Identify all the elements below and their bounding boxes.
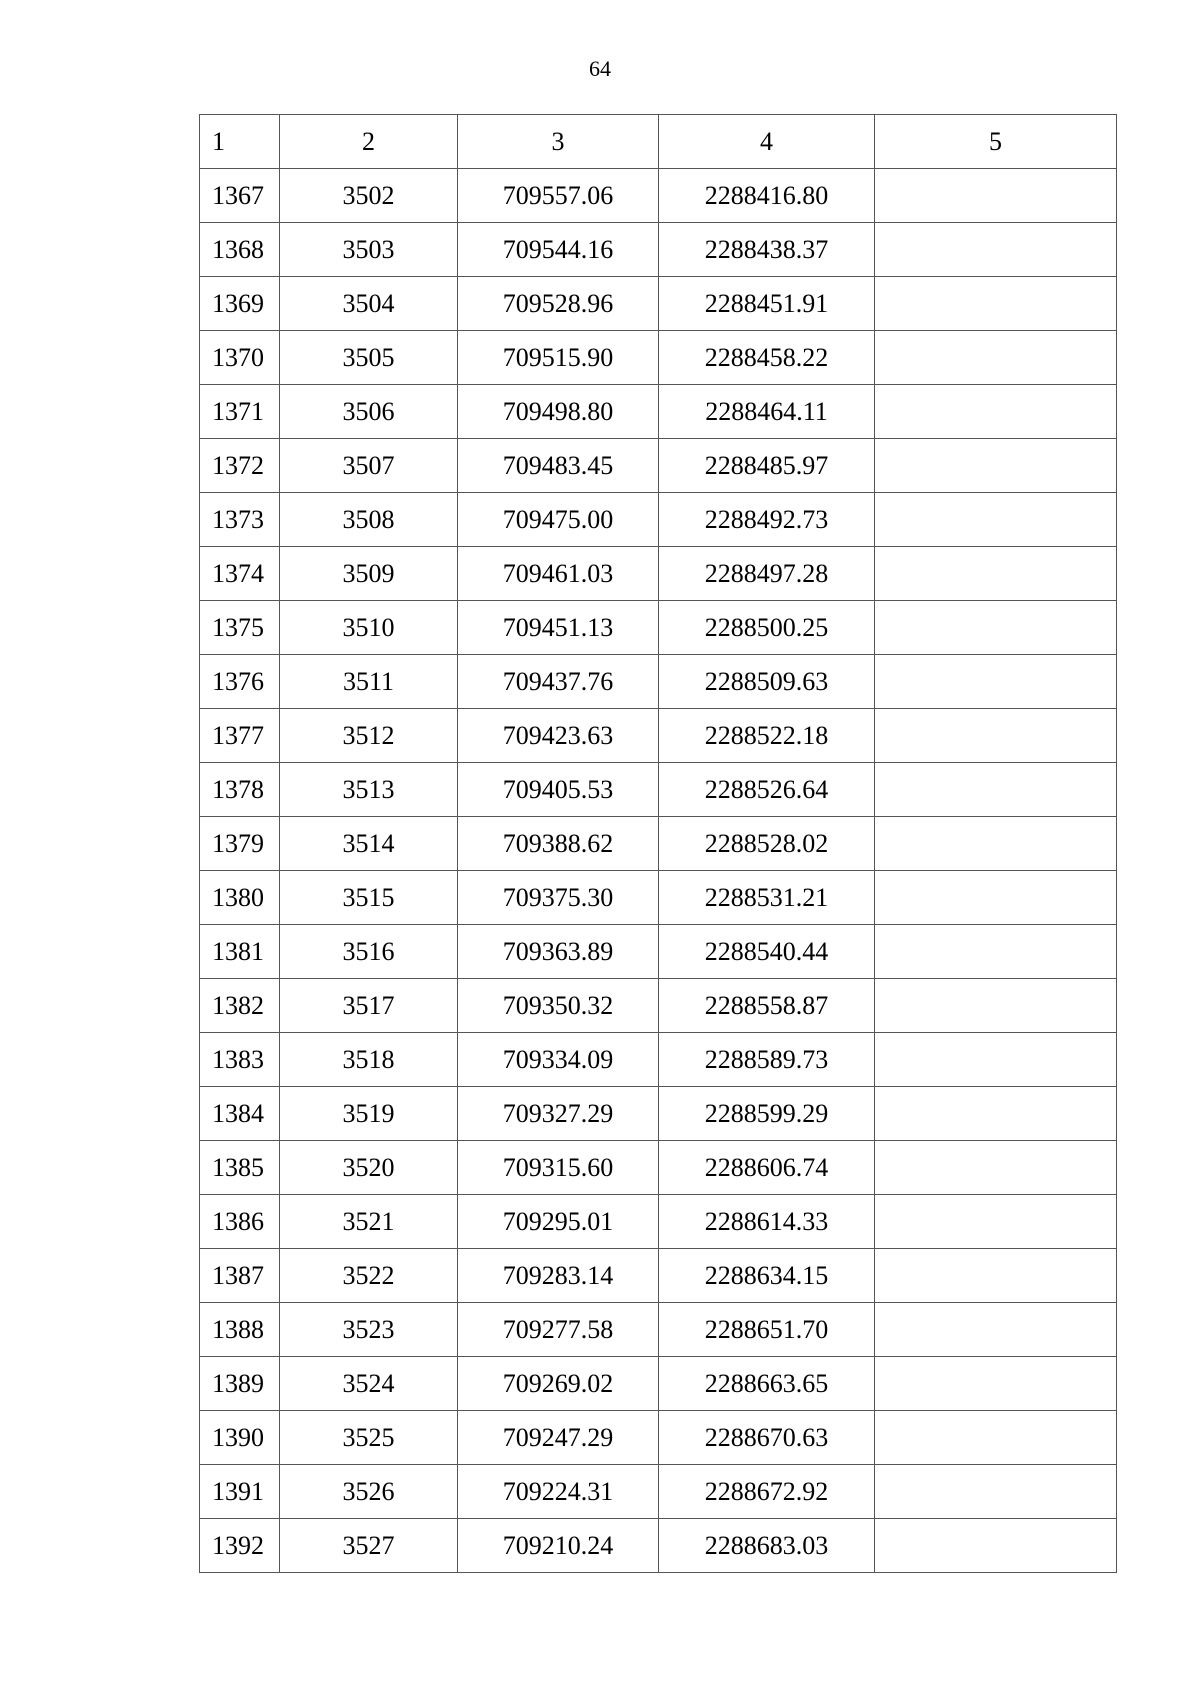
- table-cell-col-4: 2288589.73: [659, 1033, 875, 1087]
- table-cell-col-5: [875, 223, 1117, 277]
- table-cell-col-1: 1368: [200, 223, 280, 277]
- column-header-5: 5: [875, 115, 1117, 169]
- table-cell-col-1: 1389: [200, 1357, 280, 1411]
- table-cell-col-5: [875, 1519, 1117, 1573]
- table-cell-col-3: 709375.30: [458, 871, 659, 925]
- table-row: [200, 493, 1117, 547]
- table-row: [200, 1195, 1117, 1249]
- table-cell-col-3: 709475.00: [458, 493, 659, 547]
- table-cell-col-5: [875, 439, 1117, 493]
- table-cell-col-2: 3520: [280, 1141, 458, 1195]
- table-cell-col-2: 3519: [280, 1087, 458, 1141]
- table-cell-col-5: [875, 1141, 1117, 1195]
- table-cell-col-1: 1381: [200, 925, 280, 979]
- table-cell-col-4: 2288558.87: [659, 979, 875, 1033]
- table-cell-col-4: 2288458.22: [659, 331, 875, 385]
- table-cell-col-4: 2288614.33: [659, 1195, 875, 1249]
- table-cell-col-5: [875, 925, 1117, 979]
- table-cell-col-2: 3525: [280, 1411, 458, 1465]
- table-cell-col-2: 3506: [280, 385, 458, 439]
- table-cell-col-5: [875, 547, 1117, 601]
- table-cell-col-5: [875, 169, 1117, 223]
- table-cell-col-3: 709327.29: [458, 1087, 659, 1141]
- table-cell-col-4: 2288672.92: [659, 1465, 875, 1519]
- table-cell-col-2: 3527: [280, 1519, 458, 1573]
- table-cell-col-2: 3503: [280, 223, 458, 277]
- table-row: [200, 601, 1117, 655]
- table-cell-col-4: 2288497.28: [659, 547, 875, 601]
- table-cell-col-1: 1375: [200, 601, 280, 655]
- table-row: [200, 1411, 1117, 1465]
- table-cell-col-5: [875, 709, 1117, 763]
- table-cell-col-4: 2288540.44: [659, 925, 875, 979]
- table-cell-col-2: 3509: [280, 547, 458, 601]
- table-cell-col-5: [875, 871, 1117, 925]
- table-row: [200, 979, 1117, 1033]
- table-body: [200, 169, 1117, 1573]
- table-cell-col-2: 3504: [280, 277, 458, 331]
- table-cell-col-5: [875, 655, 1117, 709]
- table-header-row: [200, 115, 1117, 169]
- table-row: [200, 223, 1117, 277]
- table-row: [200, 277, 1117, 331]
- table-cell-col-1: 1392: [200, 1519, 280, 1573]
- table-cell-col-2: 3511: [280, 655, 458, 709]
- table-cell-col-5: [875, 1465, 1117, 1519]
- table-cell-col-3: 709350.32: [458, 979, 659, 1033]
- table-row: [200, 1141, 1117, 1195]
- table-cell-col-2: 3521: [280, 1195, 458, 1249]
- table-cell-col-3: 709544.16: [458, 223, 659, 277]
- table-cell-col-4: 2288438.37: [659, 223, 875, 277]
- table-row: [200, 1033, 1117, 1087]
- table-cell-col-2: 3522: [280, 1249, 458, 1303]
- table-row: [200, 925, 1117, 979]
- table-row: [200, 1249, 1117, 1303]
- table-cell-col-3: 709295.01: [458, 1195, 659, 1249]
- table-cell-col-5: [875, 1357, 1117, 1411]
- table-cell-col-5: [875, 979, 1117, 1033]
- table-cell-col-5: [875, 817, 1117, 871]
- table-cell-col-3: 709557.06: [458, 169, 659, 223]
- table-cell-col-2: 3515: [280, 871, 458, 925]
- table-cell-col-1: 1369: [200, 277, 280, 331]
- table-cell-col-3: 709423.63: [458, 709, 659, 763]
- table-cell-col-4: 2288526.64: [659, 763, 875, 817]
- table-cell-col-5: [875, 277, 1117, 331]
- page-number: 64: [589, 56, 611, 81]
- table-cell-col-3: 709283.14: [458, 1249, 659, 1303]
- table-row: [200, 331, 1117, 385]
- table-cell-col-3: 709515.90: [458, 331, 659, 385]
- table-cell-col-4: 2288651.70: [659, 1303, 875, 1357]
- table-cell-col-1: 1382: [200, 979, 280, 1033]
- table-cell-col-3: 709315.60: [458, 1141, 659, 1195]
- table-cell-col-3: 709247.29: [458, 1411, 659, 1465]
- table-cell-col-4: 2288663.65: [659, 1357, 875, 1411]
- table-cell-col-3: 709277.58: [458, 1303, 659, 1357]
- table-cell-col-1: 1390: [200, 1411, 280, 1465]
- table-row: [200, 763, 1117, 817]
- table-cell-col-5: [875, 1303, 1117, 1357]
- table-cell-col-2: 3502: [280, 169, 458, 223]
- table-cell-col-4: 2288531.21: [659, 871, 875, 925]
- table-cell-col-5: [875, 385, 1117, 439]
- table-cell-col-2: 3514: [280, 817, 458, 871]
- column-header-1: 1: [200, 115, 280, 169]
- table-row: [200, 817, 1117, 871]
- table-cell-col-4: 2288522.18: [659, 709, 875, 763]
- table-row: [200, 1519, 1117, 1573]
- table-cell-col-3: 709437.76: [458, 655, 659, 709]
- table-cell-col-4: 2288528.02: [659, 817, 875, 871]
- table-cell-col-1: 1385: [200, 1141, 280, 1195]
- table-cell-col-3: 709528.96: [458, 277, 659, 331]
- table-cell-col-3: 709334.09: [458, 1033, 659, 1087]
- table-cell-col-1: 1386: [200, 1195, 280, 1249]
- table-row: [200, 169, 1117, 223]
- table-row: [200, 871, 1117, 925]
- table-cell-col-1: 1367: [200, 169, 280, 223]
- table-cell-col-1: 1374: [200, 547, 280, 601]
- column-header-4: 4: [659, 115, 875, 169]
- table-cell-col-1: 1387: [200, 1249, 280, 1303]
- table-cell-col-4: 2288464.11: [659, 385, 875, 439]
- table-cell-col-2: 3516: [280, 925, 458, 979]
- table-cell-col-3: 709388.62: [458, 817, 659, 871]
- table-cell-col-4: 2288492.73: [659, 493, 875, 547]
- table-row: [200, 1465, 1117, 1519]
- table-row: [200, 1087, 1117, 1141]
- table-cell-col-2: 3518: [280, 1033, 458, 1087]
- column-header-3: 3: [458, 115, 659, 169]
- table-cell-col-5: [875, 1249, 1117, 1303]
- table-cell-col-4: 2288485.97: [659, 439, 875, 493]
- table-cell-col-2: 3523: [280, 1303, 458, 1357]
- table-cell-col-5: [875, 493, 1117, 547]
- table-cell-col-2: 3524: [280, 1357, 458, 1411]
- table-cell-col-3: 709210.24: [458, 1519, 659, 1573]
- table-cell-col-2: 3510: [280, 601, 458, 655]
- table-cell-col-3: 709498.80: [458, 385, 659, 439]
- table-cell-col-1: 1379: [200, 817, 280, 871]
- table-cell-col-1: 1391: [200, 1465, 280, 1519]
- coordinates-table: [199, 114, 1117, 1573]
- table-cell-col-1: 1383: [200, 1033, 280, 1087]
- table-cell-col-4: 2288634.15: [659, 1249, 875, 1303]
- table-cell-col-2: 3526: [280, 1465, 458, 1519]
- table-row: [200, 385, 1117, 439]
- table-cell-col-5: [875, 1033, 1117, 1087]
- table-cell-col-1: 1388: [200, 1303, 280, 1357]
- table-cell-col-4: 2288416.80: [659, 169, 875, 223]
- table-cell-col-3: 709451.13: [458, 601, 659, 655]
- table-cell-col-2: 3507: [280, 439, 458, 493]
- table-cell-col-4: 2288670.63: [659, 1411, 875, 1465]
- table-cell-col-1: 1377: [200, 709, 280, 763]
- table-row: [200, 709, 1117, 763]
- table-cell-col-4: 2288683.03: [659, 1519, 875, 1573]
- table-cell-col-2: 3517: [280, 979, 458, 1033]
- table-cell-col-3: 709461.03: [458, 547, 659, 601]
- table-cell-col-4: 2288599.29: [659, 1087, 875, 1141]
- table-cell-col-4: 2288606.74: [659, 1141, 875, 1195]
- table-cell-col-5: [875, 331, 1117, 385]
- table-row: [200, 655, 1117, 709]
- table-cell-col-3: 709363.89: [458, 925, 659, 979]
- table-cell-col-1: 1384: [200, 1087, 280, 1141]
- table-cell-col-3: 709405.53: [458, 763, 659, 817]
- table-cell-col-4: 2288509.63: [659, 655, 875, 709]
- table-cell-col-5: [875, 601, 1117, 655]
- table-cell-col-2: 3505: [280, 331, 458, 385]
- column-header-2: 2: [280, 115, 458, 169]
- table-cell-col-5: [875, 1087, 1117, 1141]
- table-cell-col-3: 709224.31: [458, 1465, 659, 1519]
- table-cell-col-1: 1372: [200, 439, 280, 493]
- table-cell-col-1: 1378: [200, 763, 280, 817]
- table-row: [200, 1357, 1117, 1411]
- table-cell-col-2: 3512: [280, 709, 458, 763]
- table-row: [200, 547, 1117, 601]
- table-cell-col-5: [875, 1411, 1117, 1465]
- table-cell-col-2: 3513: [280, 763, 458, 817]
- table-cell-col-1: 1371: [200, 385, 280, 439]
- table-cell-col-3: 709269.02: [458, 1357, 659, 1411]
- table-cell-col-4: 2288451.91: [659, 277, 875, 331]
- table-cell-col-1: 1380: [200, 871, 280, 925]
- table-cell-col-3: 709483.45: [458, 439, 659, 493]
- table-row: [200, 439, 1117, 493]
- table-cell-col-5: [875, 1195, 1117, 1249]
- table-cell-col-5: [875, 763, 1117, 817]
- table-cell-col-1: 1376: [200, 655, 280, 709]
- table-cell-col-4: 2288500.25: [659, 601, 875, 655]
- table-row: [200, 1303, 1117, 1357]
- table-cell-col-2: 3508: [280, 493, 458, 547]
- table-cell-col-1: 1373: [200, 493, 280, 547]
- table-cell-col-1: 1370: [200, 331, 280, 385]
